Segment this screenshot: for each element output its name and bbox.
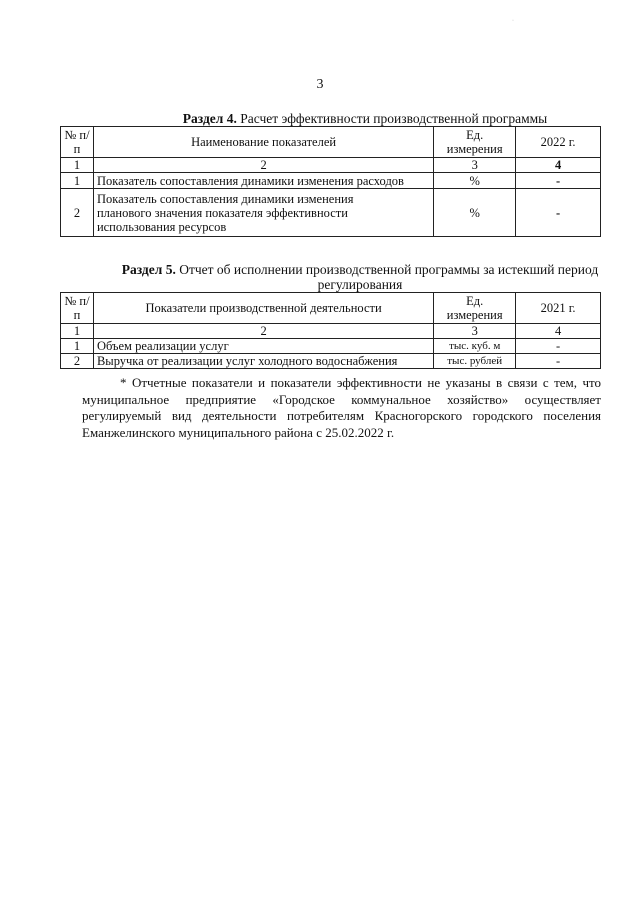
- page-number: 3: [316, 77, 324, 92]
- row-num: 2: [61, 189, 94, 237]
- section-5-title: [110, 262, 610, 292]
- row-num: 1: [61, 173, 94, 189]
- section-4-title-text: Расчет эффективности производственной программы: [236, 111, 548, 126]
- col-number: 4: [516, 324, 601, 339]
- table-row: [61, 189, 601, 237]
- col-number: 3: [434, 158, 516, 173]
- table-row: [61, 339, 601, 354]
- row-num: 2: [61, 354, 94, 369]
- row-unit: %: [434, 173, 516, 189]
- row-value: -: [516, 173, 601, 189]
- table-row: [61, 173, 601, 189]
- col-number: 1: [61, 324, 94, 339]
- col-number: 2: [93, 158, 433, 173]
- header-year: 2021 г.: [516, 293, 601, 324]
- row-value: -: [516, 189, 601, 237]
- section-5-table: [60, 292, 601, 369]
- row-name: Объем реализации услуг: [93, 339, 433, 354]
- section-5-title-text: Отчет об исполнении производственной программы за истекший период регулирования: [175, 262, 599, 292]
- header-year: 2022 г.: [516, 127, 601, 158]
- col-number: 4: [516, 158, 601, 173]
- header-name: Наименование показателей: [93, 127, 433, 158]
- scan-mark: ·: [512, 18, 514, 24]
- column-number-row: [61, 324, 601, 339]
- section-4-title-bold: Раздел 4.: [182, 111, 237, 126]
- table-header-row: [61, 293, 601, 324]
- header-name: Показатели производственной деятельности: [93, 293, 433, 324]
- row-num: 1: [61, 339, 94, 354]
- row-name: Выручка от реализации услуг холодного водоснабжения: [93, 354, 433, 369]
- row-value: -: [516, 339, 601, 354]
- row-unit: %: [434, 189, 516, 237]
- footnote-text: * Отчетные показатели и показатели эффективности не указаны в связи с тем, что муниципальное предприятие «Городское коммунальное хозяйство» осуществляет регулируемый вид деятельности потребителям Красногорского городского поселения Еманжелинского муниципального района с 25.02.2022 г.: [82, 375, 601, 440]
- row-unit: тыс. рублей: [434, 354, 516, 369]
- row-value: -: [516, 354, 601, 369]
- column-number-row: [61, 158, 601, 173]
- header-num: № п/п: [61, 127, 94, 158]
- section-4-title: [100, 111, 630, 126]
- row-unit: тыс. куб. м: [434, 339, 516, 354]
- row-name: Показатель сопоставления динамики изменения планового значения показателя эффективности использования ресурсов: [93, 189, 433, 237]
- col-number: 1: [61, 158, 94, 173]
- header-unit: Ед. измерения: [434, 127, 516, 158]
- table-header-row: [61, 127, 601, 158]
- table-row: [61, 354, 601, 369]
- header-num: № п/п: [61, 293, 94, 324]
- col-number: 2: [93, 324, 433, 339]
- col-number: 3: [434, 324, 516, 339]
- footnote: [82, 375, 601, 441]
- section-4-table: [60, 126, 601, 237]
- section-5-title-bold: Раздел 5.: [121, 262, 176, 277]
- row-name: Показатель сопоставления динамики изменения расходов: [93, 173, 433, 189]
- header-unit: Ед. измерения: [434, 293, 516, 324]
